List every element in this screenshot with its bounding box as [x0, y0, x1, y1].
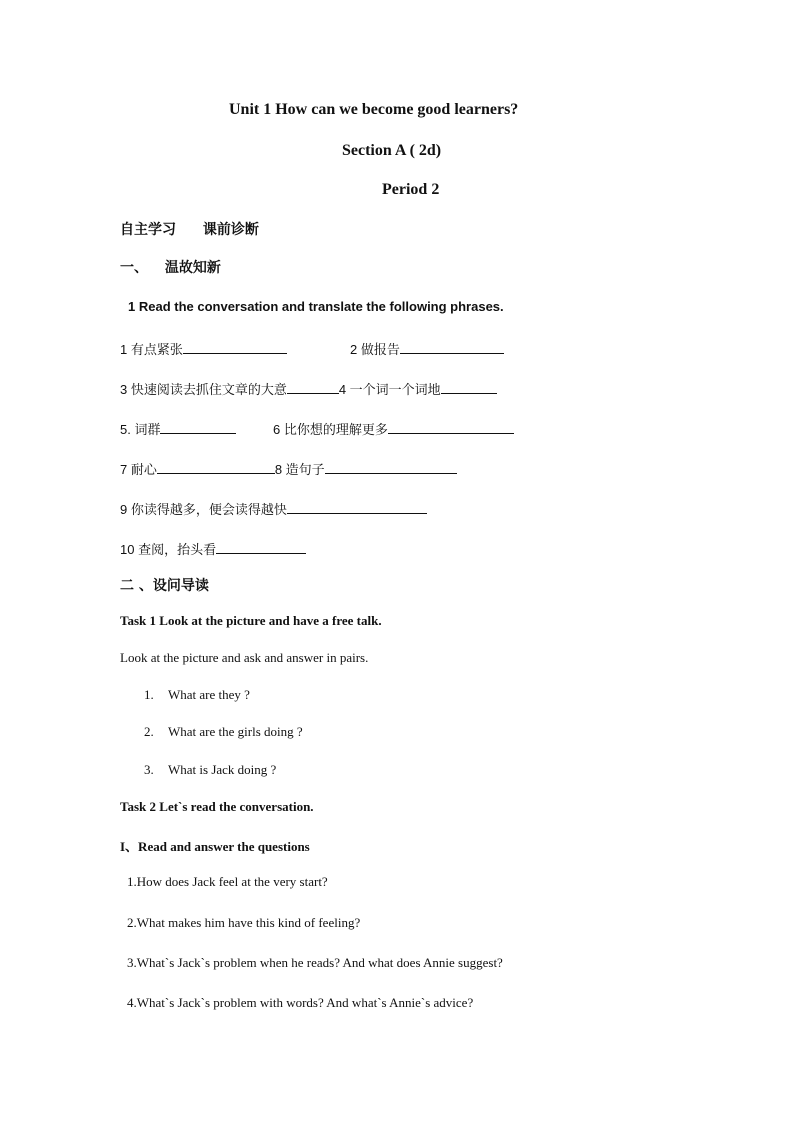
phrase-label: 9 你读得越多，便会读得越快 — [120, 502, 287, 517]
answer-blank[interactable] — [287, 500, 427, 514]
review-number: 一、 — [120, 260, 148, 276]
phrase-label: 3 快速阅读去抓住文章的大意 — [120, 382, 287, 397]
review-heading — [120, 257, 221, 277]
question-text: What are they ? — [168, 687, 250, 702]
answer-blank[interactable] — [441, 380, 497, 394]
pre-class-diagnosis-label: 课前诊断 — [202, 222, 259, 238]
task1-question-1 — [144, 687, 250, 703]
phrase-item-3 — [120, 379, 497, 398]
question-number: 2. — [144, 724, 154, 739]
answer-blank[interactable] — [216, 540, 306, 554]
task1-title: Task 1 Look at the picture and have a free talk. — [120, 613, 382, 628]
task1-instruction: Look at the picture and ask and answer in pairs. — [120, 650, 369, 665]
phrase-item-10 — [120, 539, 306, 558]
review-title: 温故知新 — [164, 260, 221, 276]
section-label: Section A ( 2d) — [342, 142, 442, 159]
self-study-label: 自主学习 — [120, 222, 176, 238]
phrase-label: 6 比你想的理解更多 — [273, 422, 388, 437]
phrase-label: 2 做报告 — [350, 342, 400, 357]
phrase-item-9 — [120, 499, 427, 518]
phrase-label: 8 造句子 — [274, 462, 325, 477]
phrase-label: 5. 词群 — [120, 422, 161, 437]
answer-blank[interactable] — [400, 340, 504, 354]
phrase-item-1 — [120, 339, 287, 358]
question-number: 3. — [144, 762, 154, 777]
answer-blank[interactable] — [183, 340, 287, 354]
page-title: Unit 1 How can we become good learners? — [229, 101, 519, 118]
period-label: Period 2 — [382, 181, 440, 198]
phrase-item-5 — [120, 419, 236, 438]
answer-blank[interactable] — [325, 460, 457, 474]
phrase-item-7 — [120, 459, 457, 478]
task1-question-2 — [144, 724, 303, 740]
task2-question-3: 3.What`s Jack`s problem when he reads? And what does Annie suggest? — [127, 955, 503, 970]
task2-subheading: I、Read and answer the questions — [120, 839, 310, 854]
question-text: What are the girls doing ? — [168, 724, 303, 739]
task2-question-4: 4.What`s Jack`s problem with words? And what`s Annie`s advice? — [127, 995, 474, 1010]
task1-question-3 — [144, 762, 276, 778]
answer-blank[interactable] — [160, 420, 236, 434]
phrase-item-6 — [273, 419, 514, 438]
answer-blank[interactable] — [157, 460, 275, 474]
task2-question-1: 1.How does Jack feel at the very start? — [127, 874, 328, 889]
translate-instruction: 1 Read the conversation and translate the following phrases. — [128, 299, 504, 314]
phrase-label: 10 查阅，抬头看 — [120, 542, 217, 557]
phrase-label: 1 有点紧张 — [120, 342, 183, 357]
guided-reading-heading: 二 、设问导读 — [120, 578, 209, 594]
question-text: What is Jack doing ? — [168, 762, 277, 777]
task2-title: Task 2 Let`s read the conversation. — [120, 799, 314, 814]
phrase-label: 7 耐心 — [120, 462, 157, 477]
question-number: 1. — [144, 687, 154, 702]
phrase-label: 4 一个词一个词地 — [338, 382, 441, 397]
answer-blank[interactable] — [287, 380, 339, 394]
phrase-item-2 — [350, 339, 504, 358]
self-study-heading — [120, 219, 259, 239]
task2-question-2: 2.What makes him have this kind of feeling? — [127, 915, 361, 930]
answer-blank[interactable] — [388, 420, 514, 434]
